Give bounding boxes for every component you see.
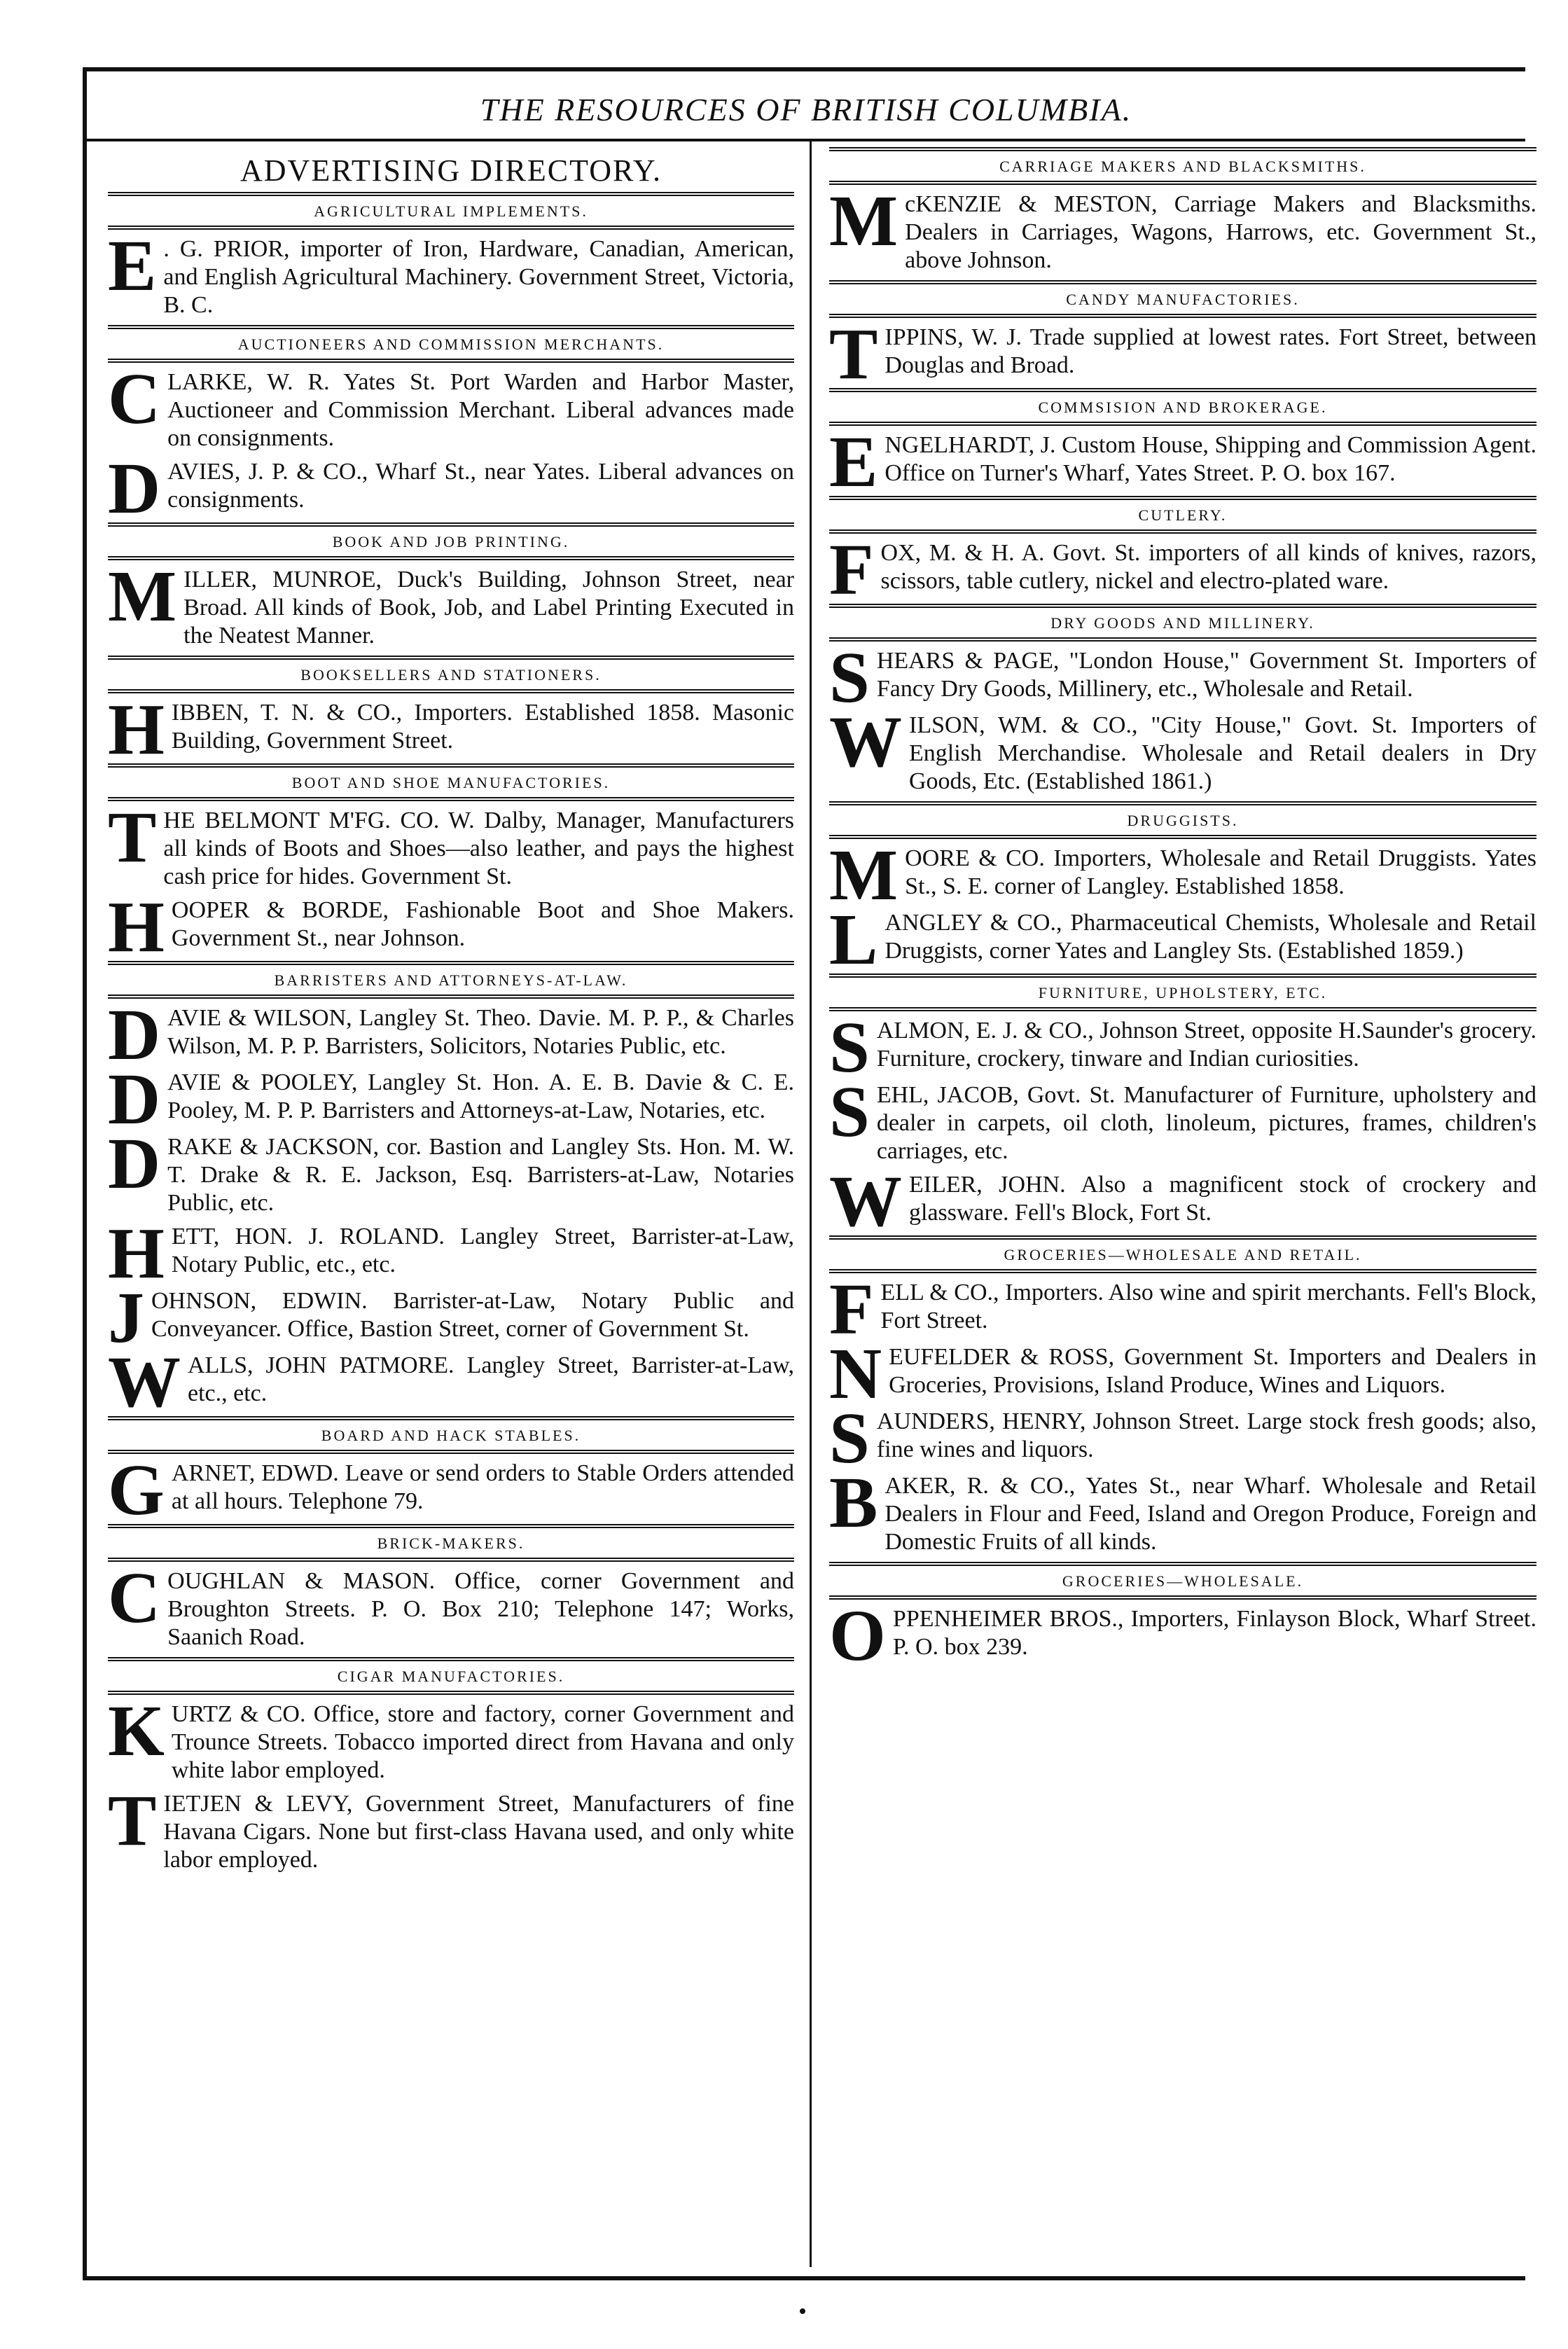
- section-rule: [108, 1416, 794, 1422]
- section-heading: AGRICULTURAL IMPLEMENTS.: [314, 202, 588, 220]
- entry-text: HEARS & PAGE, "London House," Government St. Importers of Fancy Dry Goods, Millinery, etc., Wholesale and Retail.: [876, 648, 1536, 702]
- directory-entry: [108, 1123, 794, 1217]
- directory-entry: [108, 1780, 794, 1874]
- section-rule: [108, 325, 794, 331]
- directory-section: [829, 973, 1536, 1242]
- entry-initial: E: [829, 422, 878, 502]
- directory-entry: [829, 181, 1536, 275]
- directory-section: [108, 192, 794, 319]
- section-rule: [829, 496, 1536, 501]
- directory-entry: [829, 1462, 1536, 1556]
- entry-text: PPENHEIMER BROS., Importers, Finlayson Block, Wharf Street. P. O. box 239.: [892, 1606, 1536, 1660]
- section-heading: COMMSISION AND BROKERAGE.: [1038, 399, 1328, 416]
- entry-text: EUFELDER & ROSS, Government St. Importers and Dealers in Groceries, Provisions, Island Produce, Wines and Liquors.: [889, 1344, 1536, 1398]
- entry-initial: C: [108, 1558, 161, 1638]
- directory-entry: [108, 797, 794, 891]
- entry-initial: N: [829, 1333, 882, 1414]
- section-rule: [829, 280, 1536, 286]
- section-entries: [108, 1450, 794, 1530]
- section-heading: DRUGGISTS.: [1127, 812, 1239, 829]
- entry-initial: E: [108, 226, 157, 306]
- section-rule: [108, 192, 794, 198]
- entry-initial: M: [108, 556, 177, 637]
- right-sections: [829, 147, 1536, 1676]
- entry-text: RAKE & JACKSON, cor. Bastion and Langley Sts. Hon. M. W. T. Drake & R. E. Jackson, Esq. Barristers-at-Law, Notaries Public, etc.: [167, 1134, 794, 1216]
- entry-text: ILLER, MUNROE, Duck's Building, Johnson Street, near Broad. All kinds of Book, Job, and Label Printing Executed in the Neatest Manner.: [183, 567, 794, 649]
- section-rule: [829, 835, 1536, 840]
- directory-entry: [108, 1450, 794, 1530]
- entry-initial: H: [108, 1213, 165, 1294]
- directory-section: [829, 388, 1536, 502]
- entry-initial: D: [108, 995, 161, 1075]
- entry-text: NGELHARDT, J. Custom House, Shipping and Commission Agent. Office on Turner's Wharf, Yates Street. P. O. box 167.: [884, 432, 1536, 486]
- section-rule: [108, 689, 794, 695]
- section-entries: [108, 1558, 794, 1651]
- directory-entry: [108, 1213, 794, 1294]
- section-rule: [829, 604, 1536, 609]
- entry-text: AKER, R. & CO., Yates St., near Wharf. Wholesale and Retail Dealers in Flour and Feed, Island and Oregon Produce, Foreign and Domestic Fruits of all kinds.: [884, 1473, 1536, 1555]
- entry-initial: F: [829, 1269, 874, 1350]
- section-rule: [108, 995, 794, 1000]
- section-rule: [829, 1007, 1536, 1013]
- directory-section: [108, 763, 794, 967]
- section-heading: BRICK-MAKERS.: [377, 1534, 525, 1552]
- directory-entry: [829, 702, 1536, 796]
- section-entries: [108, 689, 794, 770]
- section-rule: [829, 1595, 1536, 1601]
- directory-section: [829, 496, 1536, 610]
- section-heading: BOOKSELLERS AND STATIONERS.: [300, 666, 602, 684]
- page-title: THE RESOURCES OF BRITISH COLUMBIA.: [480, 92, 1132, 127]
- section-heading: BOOT AND SHOE MANUFACTORIES.: [291, 774, 611, 791]
- directory-entry: [108, 1691, 794, 1785]
- directory-entry: [108, 1277, 794, 1358]
- section-heading: CARRIAGE MAKERS AND BLACKSMITHS.: [999, 158, 1366, 175]
- entry-initial: W: [108, 1342, 181, 1422]
- section-entries: [108, 359, 794, 529]
- entry-initial: M: [829, 181, 899, 261]
- directory-entry: [829, 1595, 1536, 1676]
- directory-entry: [829, 1072, 1536, 1165]
- section-rule: [108, 556, 794, 562]
- entry-initial: S: [829, 1398, 870, 1478]
- section-rule: [108, 359, 794, 364]
- section-entries: [829, 1595, 1536, 1676]
- directory-entry: [829, 1269, 1536, 1350]
- entry-text: ILSON, WM. & CO., "City House," Govt. St. Importers of English Merchandise. Wholesale and Retail dealers in Dry Goods, Etc. (Established 1861.): [909, 712, 1536, 794]
- entry-initial: D: [108, 1059, 161, 1139]
- section-entries: [108, 556, 794, 650]
- entry-text: cKENZIE & MESTON, Carriage Makers and Blacksmiths. Dealers in Carriages, Wagons, Harrows, etc. Government St., above Johnson.: [905, 191, 1536, 273]
- section-rule: [108, 656, 794, 661]
- directory-section: [108, 325, 794, 529]
- section-entries: [829, 637, 1536, 796]
- directory-entry: [829, 1333, 1536, 1414]
- entry-initial: C: [108, 359, 161, 439]
- entry-text: AVIE & POOLEY, Langley St. Hon. A. E. B. Davie & C. E. Pooley, M. P. P. Barristers and Attorneys-at-Law, Notaries, etc.: [167, 1069, 794, 1123]
- directory-entry: [108, 689, 794, 770]
- directory-entry: [108, 1059, 794, 1139]
- entry-initial: D: [108, 448, 161, 529]
- entry-text: IETJEN & LEVY, Government Street, Manufacturers of fine Havana Cigars. None but first-class Havana used, and only white labor employed.: [163, 1791, 794, 1873]
- section-heading: CIGAR MANUFACTORIES.: [337, 1668, 565, 1685]
- entry-initial: S: [829, 637, 870, 718]
- section-rule: [108, 1691, 794, 1696]
- section-entries: [108, 1691, 794, 1874]
- directory-entry: [108, 226, 794, 319]
- entry-text: HE BELMONT M'FG. CO. W. Dalby, Manager, Manufacturers all kinds of Boots and Shoes—also leather, and pays the highest cash price for hides. Government St.: [163, 808, 794, 889]
- section-entries: [829, 1007, 1536, 1242]
- entry-initial: H: [108, 887, 165, 967]
- section-rule: [829, 1269, 1536, 1275]
- entry-initial: K: [108, 1691, 165, 1771]
- entry-initial: M: [829, 835, 899, 915]
- directory-section: [108, 961, 794, 1422]
- section-heading: DRY GOODS AND MILLINERY.: [1050, 614, 1315, 632]
- section-entries: [829, 422, 1536, 502]
- directory-entry: [108, 1558, 794, 1651]
- entry-initial: T: [108, 797, 157, 878]
- section-entries: [829, 314, 1536, 394]
- entry-text: OORE & CO. Importers, Wholesale and Retail Druggists. Yates St., S. E. corner of Langley. Established 1858.: [905, 845, 1536, 899]
- section-entries: [829, 529, 1536, 610]
- entry-initial: S: [829, 1007, 870, 1088]
- directory-section: [829, 147, 1536, 275]
- directory-entry: [829, 899, 1536, 980]
- section-rule: [829, 801, 1536, 807]
- directory-entry: [108, 448, 794, 529]
- directory-section: [829, 1562, 1536, 1676]
- entry-initial: J: [108, 1277, 144, 1358]
- section-rule: [108, 1558, 794, 1563]
- directory-entry: [829, 1161, 1536, 1242]
- directory-entry: [829, 422, 1536, 502]
- directory-entry: [829, 637, 1536, 718]
- entry-text: ALLS, JOHN PATMORE. Langley Street, Barrister-at-Law, etc., etc.: [188, 1352, 794, 1406]
- section-rule: [829, 1562, 1536, 1567]
- column-divider: [810, 141, 812, 2267]
- section-entries: [108, 226, 794, 319]
- directory-entry: [829, 314, 1536, 394]
- directory-section: [829, 801, 1536, 980]
- directory-title: ADVERTISING DIRECTORY.: [240, 153, 662, 188]
- section-rule: [829, 637, 1536, 643]
- section-entries: [829, 835, 1536, 980]
- entry-text: ARNET, EDWD. Leave or send orders to Stable Orders attended at all hours. Telephone 79.: [171, 1460, 794, 1514]
- entry-text: OHNSON, EDWIN. Barrister-at-Law, Notary Public and Conveyancer. Office, Bastion Street, corner of Government St.: [151, 1288, 794, 1342]
- section-entries: [108, 995, 794, 1422]
- title-rule: [87, 139, 1525, 141]
- section-rule: [829, 147, 1536, 153]
- section-rule: [108, 1524, 794, 1530]
- section-rule: [108, 961, 794, 966]
- section-heading: AUCTIONEERS AND COMMISSION MERCHANTS.: [237, 335, 665, 353]
- section-rule: [829, 181, 1536, 186]
- entry-initial: O: [829, 1595, 886, 1676]
- section-rule: [829, 388, 1536, 394]
- section-rule: [108, 226, 794, 231]
- page-mark: [800, 2308, 805, 2314]
- directory-section: [829, 604, 1536, 796]
- entry-initial: F: [829, 529, 874, 610]
- entry-text: AUNDERS, HENRY, Johnson Street. Large stock fresh goods; also, fine wines and liquors.: [876, 1408, 1536, 1462]
- directory-entry: [829, 1007, 1536, 1088]
- section-rule: [108, 763, 794, 769]
- section-rule: [829, 314, 1536, 319]
- section-rule: [829, 1235, 1536, 1241]
- section-rule: [108, 797, 794, 803]
- entry-text: URTZ & CO. Office, store and factory, corner Government and Trounce Streets. Tobacco imported direct from Havana and only white labor employed.: [171, 1701, 794, 1783]
- section-heading: GROCERIES—WHOLESALE.: [1062, 1572, 1304, 1590]
- section-entries: [829, 181, 1536, 275]
- directory-entry: [108, 359, 794, 452]
- directory-entry: [829, 835, 1536, 915]
- section-rule: [829, 973, 1536, 979]
- entry-text: OOPER & BORDE, Fashionable Boot and Shoe Makers. Government St., near Johnson.: [171, 897, 794, 951]
- directory-section: [108, 1657, 794, 1874]
- directory-page: [83, 67, 1536, 2280]
- entry-text: ELL & CO., Importers. Also wine and spirit merchants. Fell's Block, Fort Street.: [880, 1280, 1536, 1333]
- entry-initial: W: [829, 702, 902, 782]
- section-heading: CUTLERY.: [1138, 506, 1228, 524]
- section-heading: BOOK AND JOB PRINTING.: [332, 533, 570, 550]
- entry-text: ANGLEY & CO., Pharmaceutical Chemists, Wholesale and Retail Druggists, corner Yates and Langley Sts. (Established 1859.): [884, 910, 1536, 964]
- right-column: [829, 147, 1536, 1676]
- entry-text: IPPINS, W. J. Trade supplied at lowest rates. Fort Street, between Douglas and Broad.: [884, 324, 1536, 378]
- directory-section: [829, 280, 1536, 394]
- entry-text: AVIE & WILSON, Langley St. Theo. Davie. M. P. P., & Charles Wilson, M. P. P. Barristers, Solicitors, Notaries Public, etc.: [167, 1005, 794, 1059]
- entry-text: ALMON, E. J. & CO., Johnson Street, opposite H.Saunder's grocery. Furniture, crockery, tinware and Indian curiosities.: [876, 1018, 1536, 1072]
- entry-initial: W: [829, 1161, 902, 1242]
- entry-initial: G: [108, 1450, 165, 1530]
- entry-text: EILER, JOHN. Also a magnificent stock of crockery and glassware. Fell's Block, Fort St.: [909, 1172, 1536, 1226]
- section-heading: BARRISTERS AND ATTORNEYS-AT-LAW.: [274, 971, 628, 989]
- section-heading: FURNITURE, UPHOLSTERY, ETC.: [1038, 984, 1328, 1002]
- section-heading: BOARD AND HACK STABLES.: [321, 1427, 581, 1444]
- entry-initial: T: [108, 1780, 157, 1861]
- entry-text: AVIES, J. P. & CO., Wharf St., near Yates. Liberal advances on consignments.: [167, 459, 794, 513]
- section-entries: [829, 1269, 1536, 1556]
- section-rule: [829, 422, 1536, 427]
- section-rule: [108, 1657, 794, 1663]
- entry-initial: L: [829, 899, 878, 980]
- directory-section: [108, 1524, 794, 1651]
- section-rule: [108, 1450, 794, 1455]
- entry-text: OUGHLAN & MASON. Office, corner Government and Broughton Streets. P. O. Box 210; Telephone 147; Works, Saanich Road.: [167, 1568, 794, 1650]
- directory-entry: [108, 556, 794, 650]
- directory-entry: [108, 887, 794, 967]
- entry-initial: T: [829, 314, 878, 394]
- directory-entry: [108, 995, 794, 1075]
- section-rule: [108, 522, 794, 528]
- section-heading: CANDY MANUFACTORIES.: [1066, 291, 1300, 308]
- entry-text: LARKE, W. R. Yates St. Port Warden and Harbor Master, Auctioneer and Commission Merchant. Liberal advances made on consignments.: [167, 369, 794, 451]
- entry-text: IBBEN, T. N. & CO., Importers. Established 1858. Masonic Building, Government Street.: [171, 700, 794, 754]
- directory-section: [108, 656, 794, 770]
- directory-section: [829, 1235, 1536, 1556]
- entry-text: ETT, HON. J. ROLAND. Langley Street, Barrister-at-Law, Notary Public, etc., etc.: [171, 1224, 794, 1277]
- left-column: [108, 147, 794, 1880]
- entry-initial: B: [829, 1462, 878, 1543]
- entry-initial: D: [108, 1123, 161, 1204]
- entry-text: OX, M. & H. A. Govt. St. importers of all kinds of knives, razors, scissors, table cutlery, nickel and electro-plated ware.: [880, 540, 1536, 594]
- entry-text: EHL, JACOB, Govt. St. Manufacturer of Furniture, upholstery and dealer in carpets, oil cloth, linoleum, pictures, frames, children's carriages, etc.: [876, 1082, 1536, 1164]
- directory-entry: [829, 529, 1536, 610]
- directory-entry: [108, 1342, 794, 1422]
- directory-entry: [829, 1398, 1536, 1478]
- entry-initial: H: [108, 689, 165, 770]
- section-entries: [108, 797, 794, 967]
- directory-section: [108, 1416, 794, 1530]
- directory-section: [108, 522, 794, 650]
- left-sections: [108, 192, 794, 1874]
- entry-initial: S: [829, 1072, 870, 1152]
- section-heading: GROCERIES—WHOLESALE AND RETAIL.: [1004, 1246, 1362, 1263]
- section-rule: [829, 529, 1536, 535]
- entry-text: . G. PRIOR, importer of Iron, Hardware, Canadian, American, and English Agricultural Machinery. Government Street, Victoria, B. C.: [163, 236, 794, 318]
